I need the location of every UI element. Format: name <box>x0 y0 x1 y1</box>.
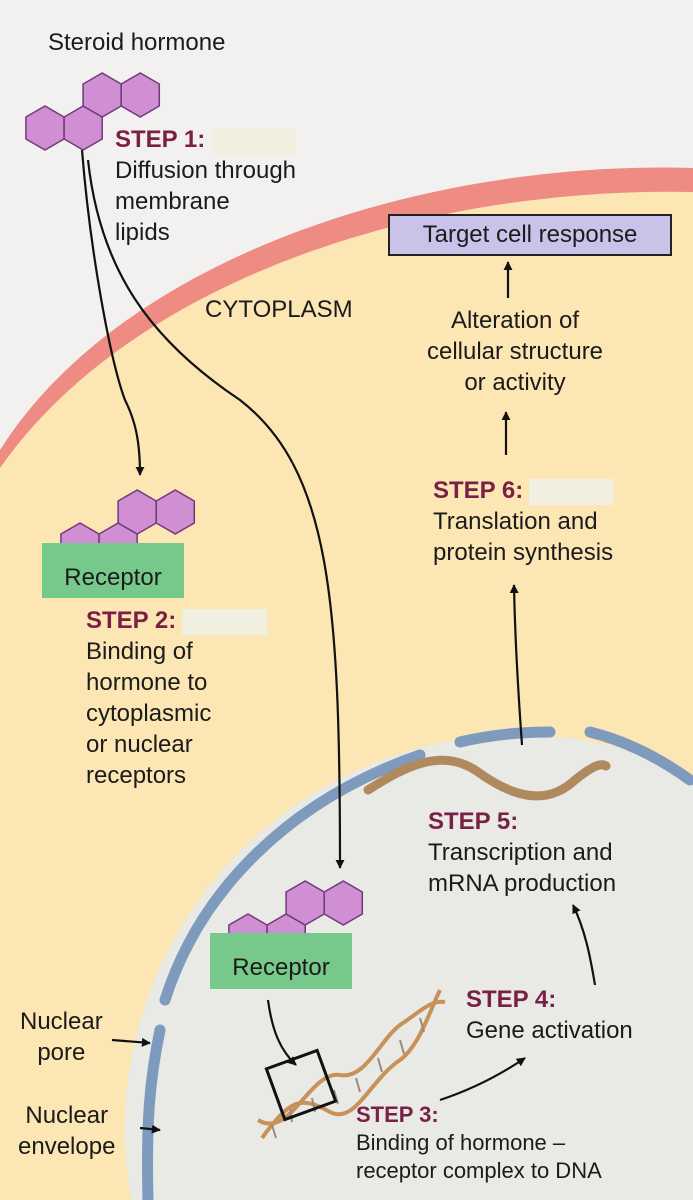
step-1-text: Diffusion through membrane lipids <box>115 157 297 246</box>
target-cell-response-box <box>388 214 672 256</box>
step-3-title: STEP 3: <box>356 1102 439 1127</box>
step-5 <box>428 806 616 899</box>
nuclear-receptor-label: Receptor <box>232 954 330 981</box>
step-1 <box>115 124 296 248</box>
step-2-highlight <box>182 609 267 635</box>
step-6 <box>433 475 614 568</box>
nuclear-receptor <box>210 933 352 989</box>
alteration-label: Alteration of cellular structure or activity <box>426 307 604 396</box>
nuclear-pore-label: Nuclear pore <box>20 1008 103 1066</box>
target-cell-response-label: Target cell response <box>422 221 638 248</box>
cytoplasmic-receptor <box>42 543 184 598</box>
step-4 <box>466 984 633 1046</box>
nuclear-envelope-label: Nuclear envelope <box>18 1102 116 1160</box>
step-6-text: Translation and protein synthesis <box>433 508 614 566</box>
steroid-hormone-label: Steroid hormone <box>48 29 226 56</box>
step-5-text: Transcription and mRNA production <box>428 839 617 897</box>
step-6-highlight <box>529 479 614 505</box>
step-4-text: Gene activation <box>466 1017 633 1044</box>
step-4-title: STEP 4: <box>466 986 557 1013</box>
step-3-text: Binding of hormone – receptor complex to DNA <box>356 1130 602 1183</box>
step-6-title: STEP 6: <box>433 477 524 504</box>
step-1-highlight <box>211 128 296 154</box>
cytoplasm-label: CYTOPLASM <box>205 296 353 323</box>
step-2-text: Binding of hormone to cytoplasmic or nuclear receptors <box>86 638 212 789</box>
step-2-title: STEP 2: <box>86 607 177 634</box>
step-1-title: STEP 1: <box>115 126 206 153</box>
step-5-title: STEP 5: <box>428 808 519 835</box>
step-2 <box>86 605 267 791</box>
cytoplasmic-receptor-label: Receptor <box>64 563 162 591</box>
step-3 <box>356 1100 602 1185</box>
